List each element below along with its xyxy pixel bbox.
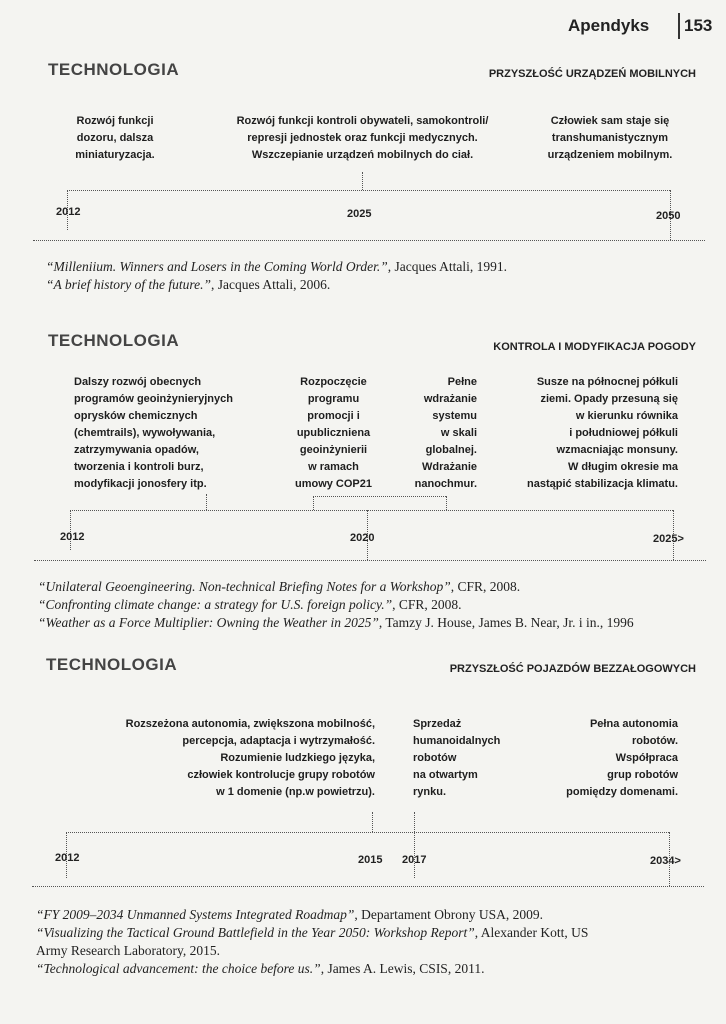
timeline-bracket [313, 496, 446, 497]
section-title: TECHNOLOGIA [48, 331, 180, 350]
reference: “A brief history of the future.”, Jacques Attali, 2006. [46, 277, 331, 292]
reference: Army Research Laboratory, 2015. [36, 943, 220, 958]
timeline-block: Pełna autonomia robotów. Współpraca grup robotów pomiędzy domenami. [566, 718, 678, 798]
section-title: TECHNOLOGIA [46, 655, 178, 674]
timeline-block: Rozwój funkcji dozoru, dalsza miniaturyzacja. [75, 115, 155, 161]
timeline-year: 2050 [656, 210, 681, 222]
timeline-year: 2015 [358, 854, 383, 866]
section-topic: PRZYSZŁOŚĆ URZĄDZEŃ MOBILNYCH [488, 68, 696, 80]
header-divider [678, 13, 680, 39]
timeline-tick [70, 510, 71, 550]
timeline-tick [372, 812, 373, 832]
section-title: TECHNOLOGIA [48, 60, 180, 79]
timeline-block: Dalszy rozwój obecnych programów geoinżynieryjnych oprysków chemicznych (chemtrails), wywoływania, zatrzymywania opadów, tworzenia i kontroli burz, modyfikacji jonosfery itp. [74, 376, 233, 490]
timeline-line [67, 190, 670, 191]
reference: “Visualizing the Tactical Ground Battlefield in the Year 2050: Workshop Report”, Alexander Kott, US [36, 925, 589, 940]
reference: “FY 2009–2034 Unmanned Systems Integrated Roadmap”, Departament Obrony USA, 2009. [36, 907, 543, 922]
section-topic: KONTROLA I MODYFIKACJA POGODY [493, 341, 696, 353]
timeline-year: 2012 [55, 852, 80, 864]
timeline-tick [206, 494, 207, 510]
section-topic: PRZYSZŁOŚĆ POJAZDÓW BEZZAŁOGOWYCH [449, 663, 696, 675]
timeline-tick [446, 496, 447, 510]
timeline-block: Susze na północnej półkuli ziemi. Opady przesuną się w kierunku równika i południowej półkuli wzmacniając monsuny. W długim okresie ma nastąpić stabilizacja klimatu. [526, 376, 678, 490]
timeline-line [70, 510, 673, 511]
running-header-title: Apendyks [568, 16, 650, 35]
timeline-block: Rozwój funkcji kontroli obywateli, samokontroli/ represji jednostek oraz funkcji medycznych. Wszczepianie urządzeń mobilnych do ciał. [236, 115, 489, 161]
timeline-block: Pełne wdrażanie systemu w skali globalnej. Wdrażanie nanochmur. [414, 376, 477, 490]
timeline-baseline [32, 886, 704, 887]
timeline-year: 2034> [650, 855, 681, 867]
timeline-baseline [34, 560, 706, 561]
timeline-year: 2012 [56, 206, 81, 218]
timeline-block: Sprzedaż humanoidalnych robotów na otwartym rynku. [413, 718, 501, 798]
timeline-tick [362, 172, 363, 190]
timeline-tick [414, 812, 415, 878]
reference: “Unilateral Geoengineering. Non-technical Briefing Notes for a Workshop”, CFR, 2008. [38, 579, 521, 594]
timeline-year: 2025> [653, 533, 684, 545]
timeline-block: Rozpoczęcie programu promocji i upubliczniena geoinżynierii w ramach umowy COP21 [294, 376, 373, 490]
reference: “Confronting climate change: a strategy for U.S. foreign policy.”, CFR, 2008. [38, 597, 462, 612]
reference: “Technological advancement: the choice before us.”, James A. Lewis, CSIS, 2011. [36, 961, 485, 976]
timeline-year: 2012 [60, 531, 85, 543]
timeline-tick [313, 496, 314, 510]
timeline-line [66, 832, 669, 833]
reference: “Milleniium. Winners and Losers in the Coming World Order.”, Jacques Attali, 1991. [46, 259, 508, 274]
timeline-block: Człowiek sam staje się transhumanistycznym urządzeniem mobilnym. [547, 115, 673, 161]
timeline-block: Rozszeżona autonomia, zwiększona mobilność, percepcja, adaptacja i wytrzymałość. Rozumienie ludzkiego języka, człowiek kontrolucje grupy robotów w 1 domenie (np.w powietrzu). [125, 718, 375, 798]
timeline-year: 2017 [402, 854, 427, 866]
timeline-year: 2020 [350, 532, 375, 544]
page-number: 153 [684, 16, 713, 35]
timeline-baseline [33, 240, 705, 241]
reference: “Weather as a Force Multiplier: Owning the Weather in 2025”, Tamzy J. House, James B. Near, Jr. i in., 1996 [38, 615, 634, 630]
timeline-year: 2025 [347, 208, 372, 220]
